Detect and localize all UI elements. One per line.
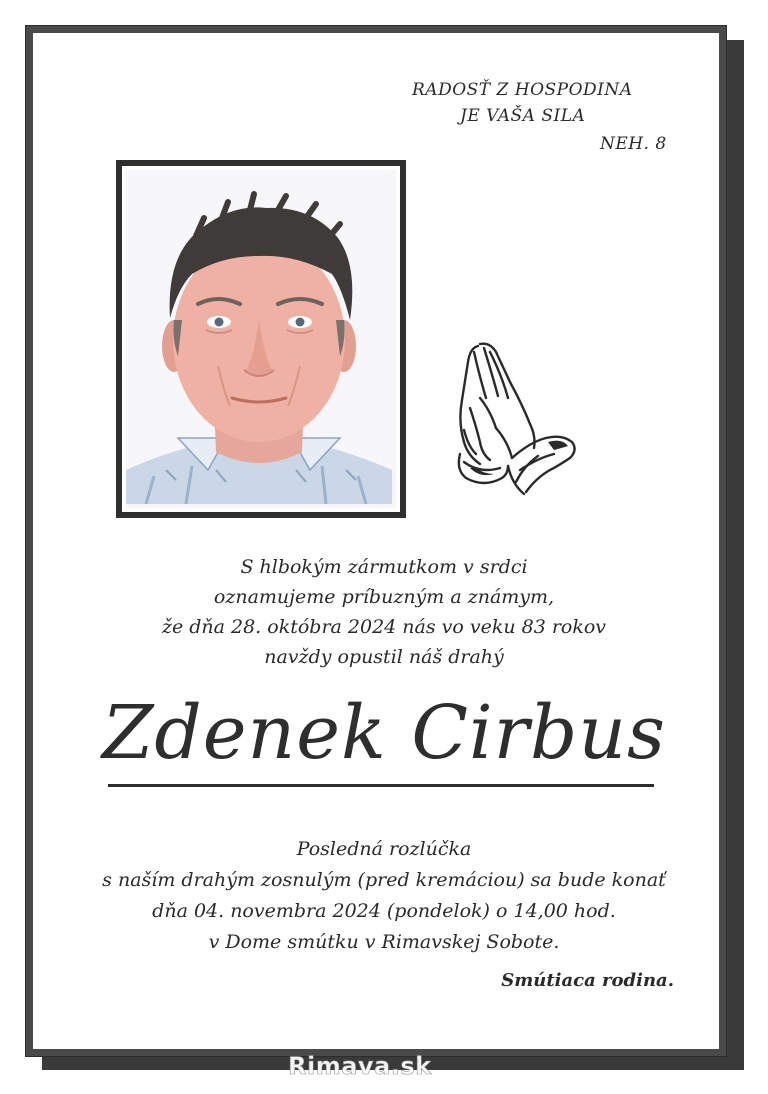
motto-line-1: RADOSŤ Z HOSPODINA — [412, 80, 633, 100]
photo-mat — [122, 166, 400, 512]
deceased-name: Zdenek Cirbus — [101, 690, 667, 776]
motto-reference: NEH. 8 — [600, 134, 667, 154]
motto-line-2: JE VAŠA SILA — [460, 106, 586, 126]
farewell-line: s naším drahým zosnulým (pred kremáciou) sa bude konať — [102, 869, 666, 891]
announcement-line: navždy opustil náš drahý — [264, 646, 504, 668]
name-underline — [108, 784, 654, 787]
family-signoff: Smútiaca rodina. — [501, 970, 674, 991]
farewell-text — [0, 834, 768, 958]
watermark: Rimava.sk — [288, 1052, 432, 1080]
portrait-photo — [126, 170, 396, 508]
farewell-line: Posledná rozlúčka — [296, 838, 472, 860]
praying-hands-icon — [450, 338, 580, 498]
announcement-text — [0, 552, 768, 672]
photo-frame — [116, 160, 406, 518]
farewell-line: v Dome smútku v Rimavskej Sobote. — [208, 931, 560, 953]
announcement-line: S hlbokým zármutkom v srdci — [240, 556, 528, 578]
announcement-line: oznamujeme príbuzným a známym, — [213, 586, 555, 608]
farewell-line: dňa 04. novembra 2024 (pondelok) o 14,00 hod. — [152, 900, 616, 922]
announcement-line: že dňa 28. októbra 2024 nás vo veku 83 rokov — [161, 616, 607, 638]
